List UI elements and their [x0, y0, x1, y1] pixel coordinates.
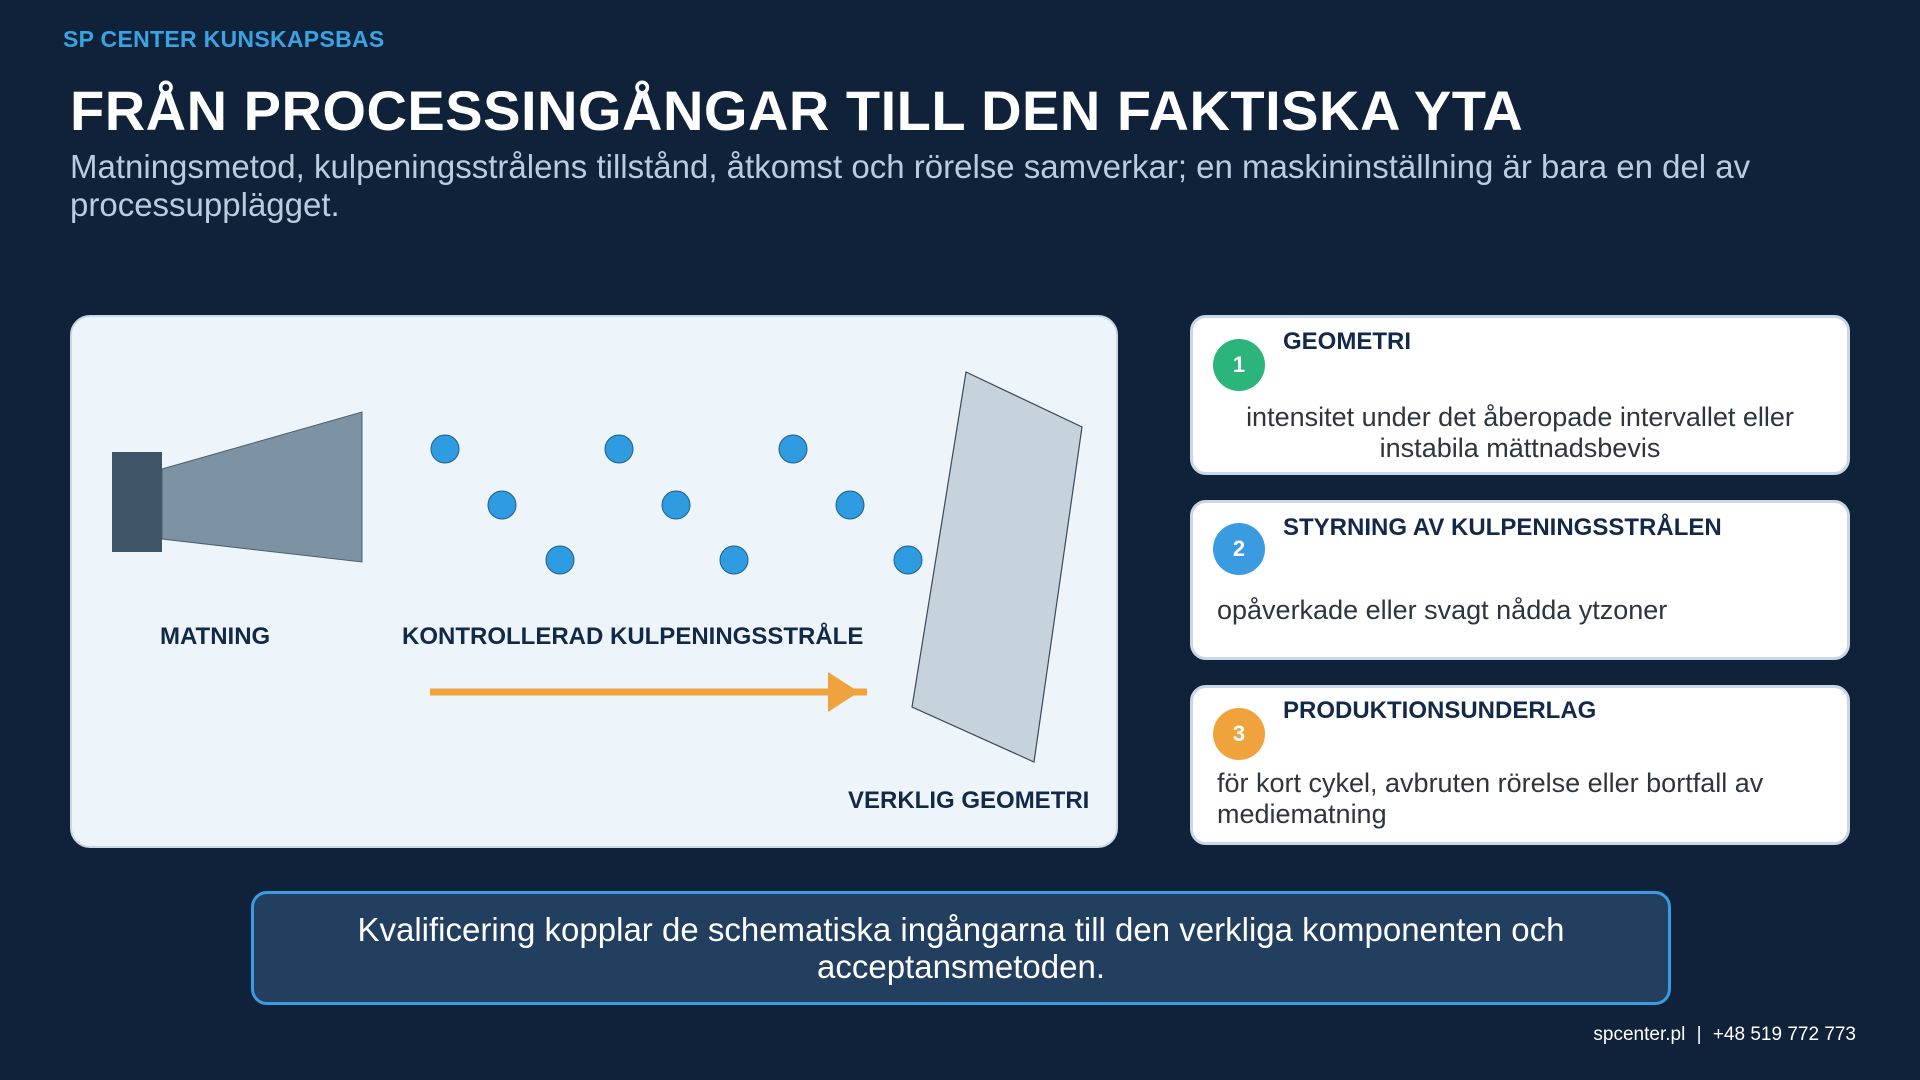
shot-stream: [431, 435, 922, 574]
card-title: STYRNING AV KULPENINGSSTRÅLEN: [1283, 514, 1722, 541]
nozzle-cone: [162, 412, 362, 562]
stream-label: KONTROLLERAD KULPENINGSSTRÅLE: [402, 623, 864, 650]
footer-separator: |: [1696, 1024, 1702, 1045]
direction-arrow-head: [828, 672, 859, 712]
card-body: för kort cykel, avbruten rörelse eller bortfall av mediematning: [1217, 768, 1764, 829]
shot-particle: [720, 546, 748, 574]
step-badge-3: 3: [1213, 708, 1265, 760]
step-badge-2: 2: [1213, 523, 1265, 575]
brand-label: SP CENTER KUNSKAPSBAS: [63, 26, 385, 52]
footer-contact: [1593, 1024, 1856, 1046]
footer-phone[interactable]: +48 519 772 773: [1712, 1024, 1856, 1045]
card-body: intensitet under det åberopade intervallet eller instabila mättnadsbevis: [1246, 402, 1794, 463]
callout-text: Kvalificering kopplar de schematiska ingångarna till den verkliga komponenten och acceptansmetoden.: [357, 911, 1565, 985]
page-subtitle: Matningsmetod, kulpeningsstrålens tillstånd, åtkomst och rörelse samverkar; en maskininställning är bara en del av processupplägget.: [70, 148, 1751, 223]
step-badge-1: 1: [1213, 339, 1265, 391]
footer-website[interactable]: spcenter.pl: [1593, 1024, 1686, 1045]
qualification-callout: [251, 891, 1671, 1005]
shot-particle: [894, 546, 922, 574]
feed-label: MATNING: [160, 623, 271, 650]
shot-particle: [431, 435, 459, 463]
nozzle-body: [112, 452, 162, 552]
process-diagram: [70, 315, 1118, 848]
card-title: GEOMETRI: [1283, 328, 1412, 355]
shot-particle: [546, 546, 574, 574]
shot-particle: [488, 491, 516, 519]
geometry-label: VERKLIG GEOMETRI: [848, 787, 1090, 814]
card-geometry: [1190, 315, 1850, 475]
shot-particle: [836, 491, 864, 519]
diagram-canvas: [72, 317, 1120, 850]
card-title: PRODUKTIONSUNDERLAG: [1283, 697, 1597, 724]
workpiece-surface: [912, 372, 1082, 762]
shot-particle: [605, 435, 633, 463]
shot-particle: [779, 435, 807, 463]
card-production-basis: [1190, 685, 1850, 845]
page-title: FRÅN PROCESSINGÅNGAR TILL DEN FAKTISKA YTA: [70, 79, 1524, 142]
card-stream-control: [1190, 500, 1850, 660]
shot-particle: [662, 491, 690, 519]
card-body: opåverkade eller svagt nådda ytzoner: [1217, 595, 1668, 625]
